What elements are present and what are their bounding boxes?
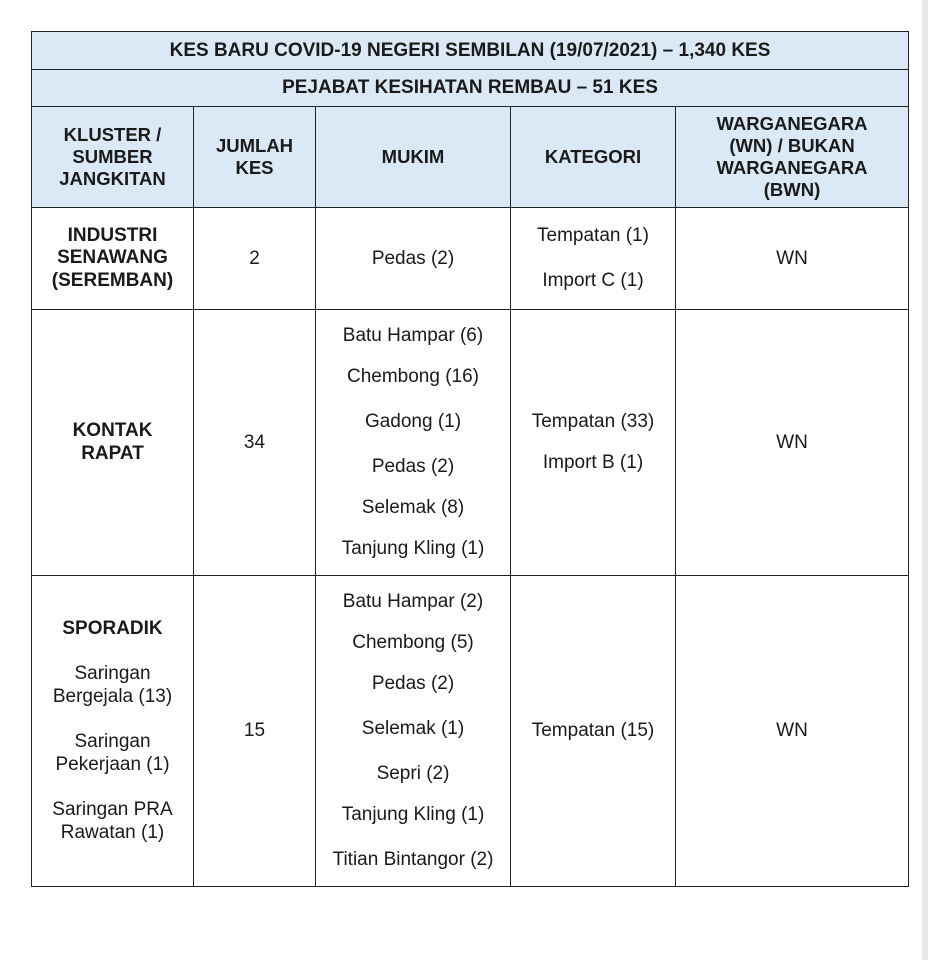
header-row — [32, 107, 909, 208]
kategori-cell: Tempatan (1) Import C (1) — [511, 208, 676, 310]
sporadik-item: Saringan Bergejala (13) — [52, 663, 173, 707]
kluster-cell: INDUSTRI SENAWANG (SEREMBAN) — [32, 208, 194, 310]
kluster-cell — [32, 576, 194, 887]
table-subtitle: PEJABAT KESIHATAN REMBAU – 51 KES — [32, 70, 909, 107]
table-row — [32, 576, 909, 887]
subtitle-row — [32, 70, 909, 107]
wn-cell: WN — [676, 310, 909, 576]
header-jumlah: JUMLAH KES — [194, 107, 316, 208]
sporadik-item: Saringan PRA Rawatan (1) — [52, 799, 173, 843]
header-kluster: KLUSTER / SUMBER JANGKITAN — [32, 107, 194, 208]
mukim-cell: Batu Hampar (2) Chembong (5) Pedas (2) Selemak (1) Sepri (2) Tanjung Kling (1) Titian Bintangor (2) — [316, 576, 511, 887]
covid-cases-table — [31, 31, 909, 887]
jumlah-cell: 2 — [194, 208, 316, 310]
kluster-cell: KONTAK RAPAT — [32, 310, 194, 576]
sporadik-item: Saringan Pekerjaan (1) — [55, 731, 170, 775]
header-warganegara: WARGANEGARA (WN) / BUKAN WARGANEGARA (BWN) — [676, 107, 909, 208]
wn-cell: WN — [676, 576, 909, 887]
jumlah-cell: 15 — [194, 576, 316, 887]
kategori-cell: Tempatan (33) Import B (1) — [511, 310, 676, 576]
table-row — [32, 208, 909, 310]
mukim-cell: Pedas (2) — [316, 208, 511, 310]
kategori-cell: Tempatan (15) — [511, 576, 676, 887]
page-edge — [922, 0, 928, 960]
mukim-cell: Batu Hampar (6) Chembong (16) Gadong (1) Pedas (2) Selemak (8) Tanjung Kling (1) — [316, 310, 511, 576]
sporadik-label: SPORADIK — [62, 617, 163, 639]
title-row — [32, 32, 909, 70]
header-mukim: MUKIM — [316, 107, 511, 208]
table-title: KES BARU COVID-19 NEGERI SEMBILAN (19/07/2021) – 1,340 KES — [32, 32, 909, 70]
jumlah-cell: 34 — [194, 310, 316, 576]
wn-cell: WN — [676, 208, 909, 310]
header-kategori: KATEGORI — [511, 107, 676, 208]
table-row — [32, 310, 909, 576]
